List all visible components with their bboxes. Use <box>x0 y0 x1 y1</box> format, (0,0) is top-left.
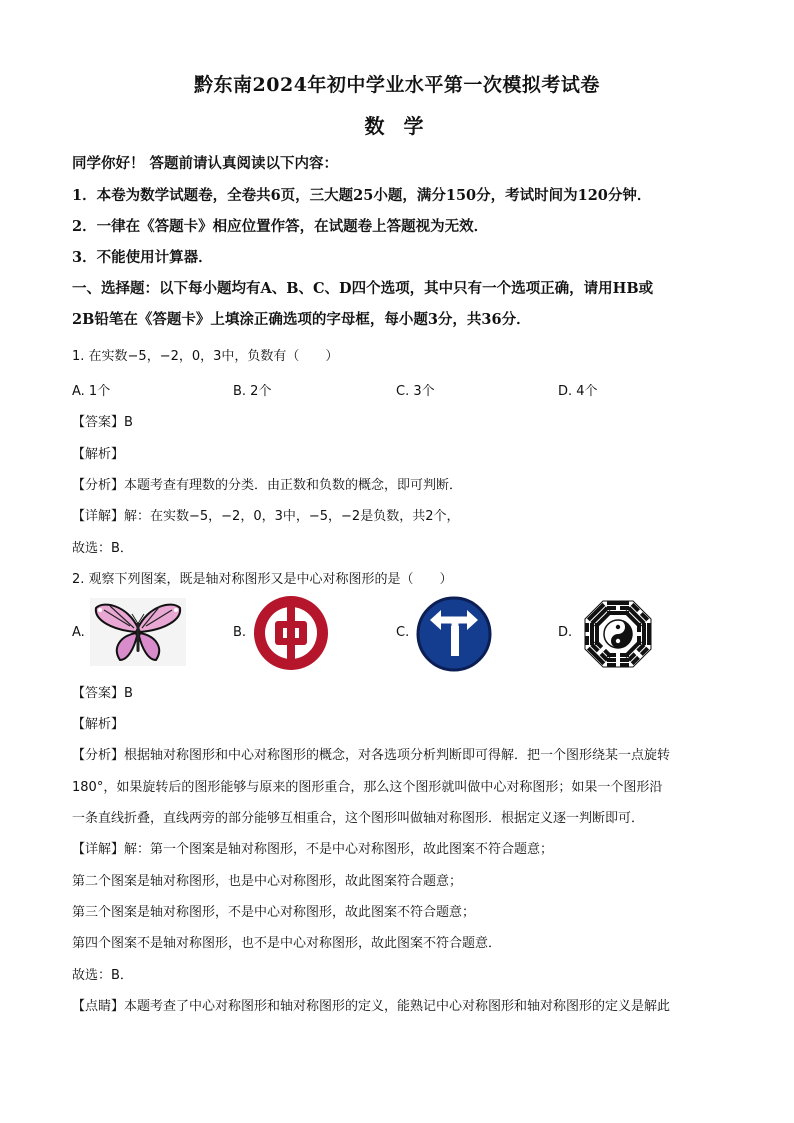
section-heading-line1: 一、选择题：以下每小题均有A、B、C、D四个选项，其中只有一个选项正确，请用HB或 <box>72 280 654 297</box>
instruction-1: 1．本卷为数学试题卷，全卷共6页，三大题25小题，满分150分，考试时间为120分钟． <box>72 187 652 204</box>
q1-answer: 【答案】B <box>72 415 133 430</box>
q2-detail-line3: 第三个图案是轴对称图形，不是中心对称图形，故此图案不符合题意； <box>72 905 476 920</box>
section-heading-line2: 2B铅笔在《答题卡》上填涂正确选项的字母框，每小题3分，共36分． <box>72 311 531 328</box>
butterfly-image <box>90 598 186 666</box>
q2-analysis-line1: 【分析】根据轴对称图形和中心对称图形的概念，对各选项分析判断即可得解．把一个图形绕某一点旋转 <box>72 748 671 763</box>
q2-answer: 【答案】B <box>72 686 133 701</box>
bank-logo-image <box>254 596 328 670</box>
traffic-sign-image <box>416 596 492 672</box>
q2-option-c-label: C. <box>396 625 410 640</box>
q2-option-d-label: D. <box>558 625 573 640</box>
q1-analysis-heading: 【解析】 <box>72 447 125 462</box>
q2-stem: 2. 观察下列图案，既是轴对称图形又是中心对称图形的是（ ） <box>72 572 453 587</box>
q1-option-a: A. 1个 <box>72 384 111 399</box>
q1-option-d: D. 4个 <box>558 384 598 399</box>
q2-analysis-line2: 180°，如果旋转后的图形能够与原来的图形重合，那么这个图形就叫做中心对称图形；如果一个图形沿 <box>72 780 663 795</box>
instruction-3: 3．不能使用计算器． <box>72 249 213 266</box>
q1-stem: 1. 在实数−5，−2，0，3中，负数有（ ） <box>72 349 339 364</box>
instruction-2: 2．一律在《答题卡》相应位置作答，在试题卷上答题视为无效． <box>72 218 489 235</box>
bagua-image <box>582 598 654 670</box>
q2-option-b-label: B. <box>233 625 247 640</box>
q1-option-c: C. 3个 <box>396 384 435 399</box>
q2-comment: 【点睛】本题考查了中心对称图形和轴对称图形的定义，能熟记中心对称图形和轴对称图形的定义是解此 <box>72 999 671 1014</box>
q1-detail: 【详解】解：在实数−5，−2，0，3中，−5，−2是负数，共2个， <box>72 509 460 524</box>
q2-detail-line2: 第二个图案是轴对称图形，也是中心对称图形，故此图案符合题意； <box>72 874 463 889</box>
q2-option-a-label: A. <box>72 625 85 640</box>
subject-title: 数 学 <box>364 114 430 138</box>
q2-detail-line4: 第四个图案不是轴对称图形，也不是中心对称图形，故此图案不符合题意． <box>72 936 502 951</box>
exam-title: 黔东南2024年初中学业水平第一次模拟考试卷 <box>194 74 600 96</box>
greeting: 同学你好！ 答题前请认真阅读以下内容： <box>72 155 339 172</box>
q2-analysis-line3: 一条直线折叠，直线两旁的部分能够互相重合，这个图形叫做轴对称图形．根据定义逐一判断即可． <box>72 811 645 826</box>
q1-option-b: B. 2个 <box>233 384 272 399</box>
q1-analysis: 【分析】本题考查有理数的分类．由正数和负数的概念，即可判断． <box>72 478 463 493</box>
q2-detail-line1: 【详解】解：第一个图案是轴对称图形，不是中心对称图形，故此图案不符合题意； <box>72 842 554 857</box>
q1-conclusion: 故选：B． <box>72 541 133 556</box>
q2-conclusion: 故选：B． <box>72 968 133 983</box>
q2-analysis-heading: 【解析】 <box>72 717 125 732</box>
